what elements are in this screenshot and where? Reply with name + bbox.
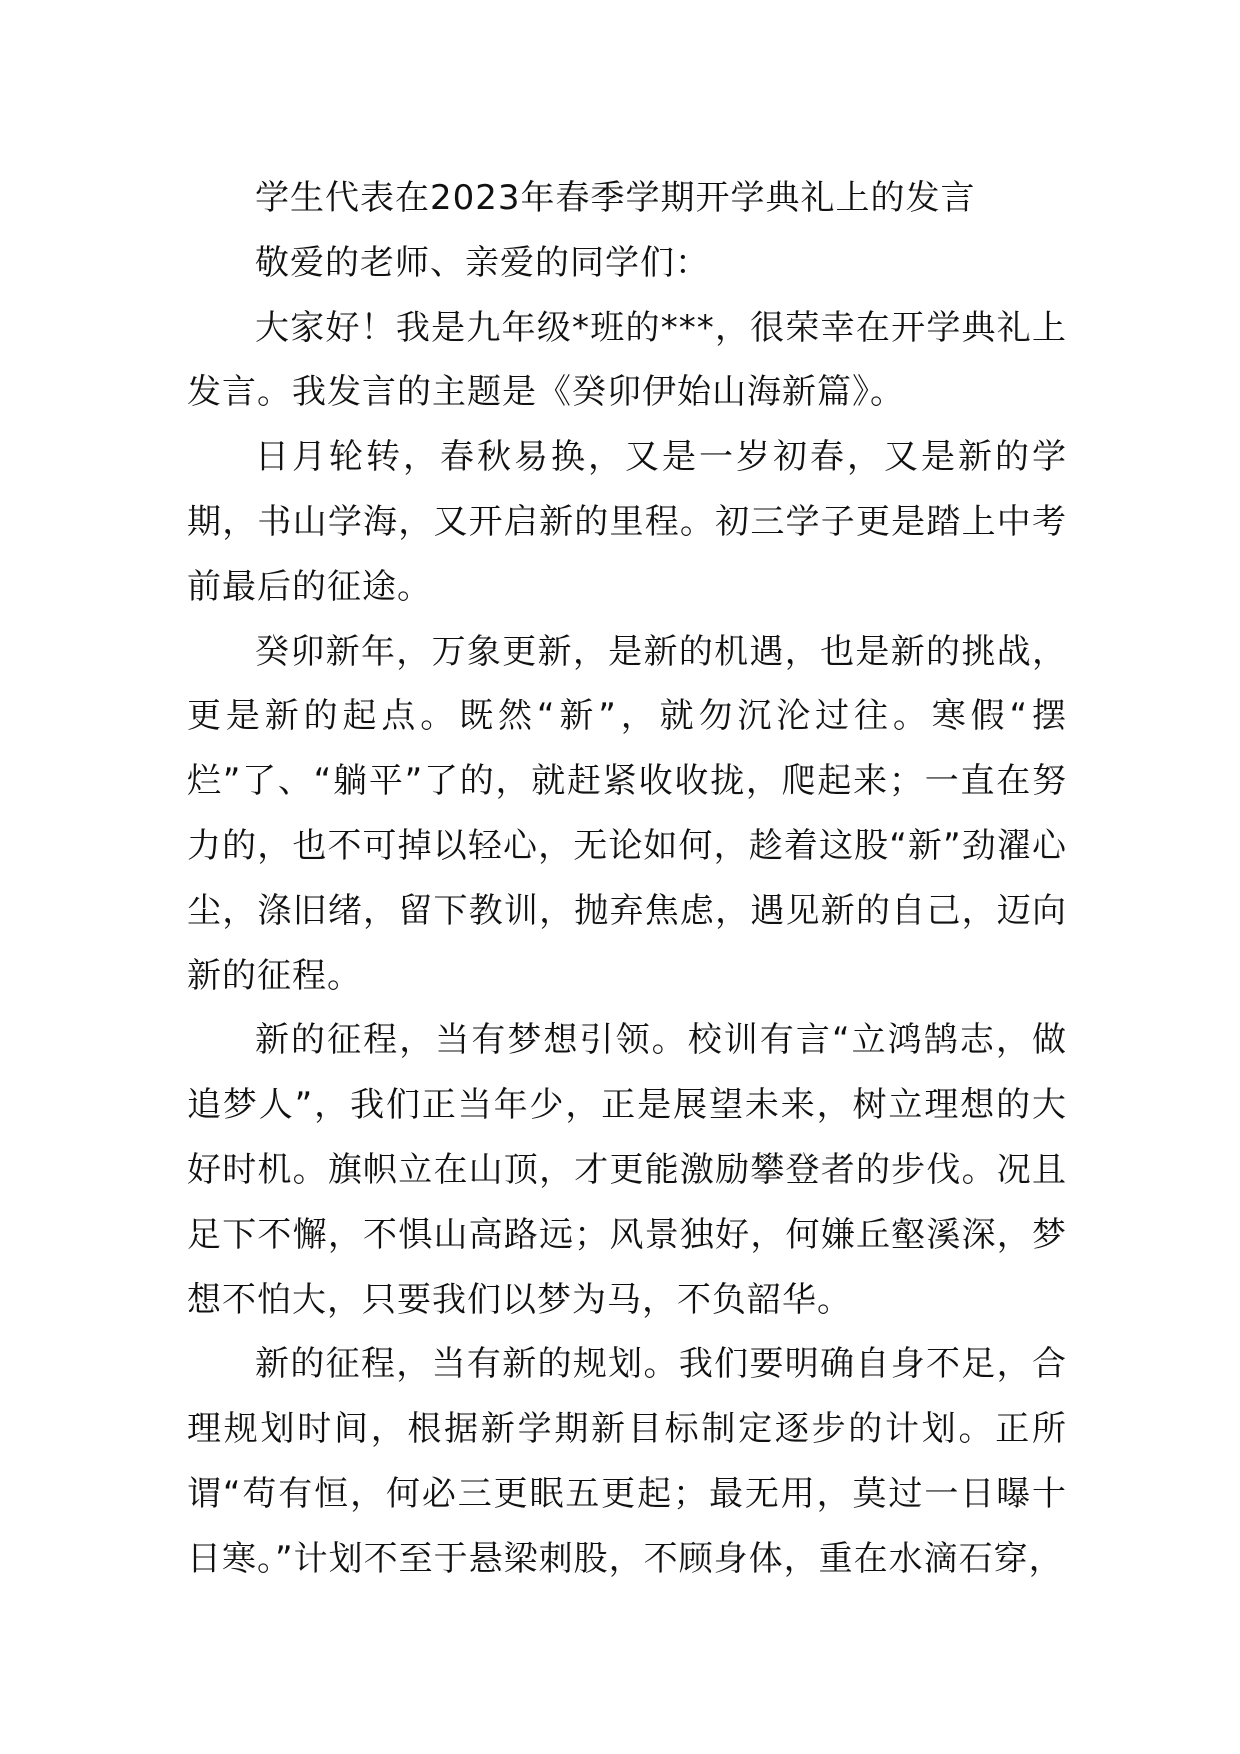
paragraph: 日月轮转，春秋易换，又是一岁初春，又是新的学期，书山学海，又开启新的里程。初三学子更是踏上中考前最后的征途。 [187,437,1067,607]
paragraph: 新的征程，当有梦想引领。校训有言“立鸿鹄志，做追梦人”，我们正当年少，正是展望未来，树立理想的大好时机。旗帜立在山顶，才更能激励攀登者的步伐。况且足下不懈，不惧山高路远；风景独好，何嫌丘壑溪深，梦想不怕大，只要我们以梦为马，不负韶华。 [187,1020,1067,1320]
document-title: 学生代表在2023年春季学期开学典礼上的发言 [255,178,976,218]
document-greeting: 敬爱的老师、亲爱的同学们： [255,242,710,283]
paragraph: 新的征程，当有新的规划。我们要明确自身不足，合理规划时间，根据新学期新目标制定逐步的计划。正所谓“苟有恒，何必三更眠五更起；最无用，莫过一日曝十日寒。”计划不至于悬梁刺股，不顾身体，重在水滴石穿， [187,1344,1067,1579]
paragraph: 大家好！我是九年级*班的***，很荣幸在开学典礼上发言。我发言的主题是《癸卯伊始山海新篇》。 [187,307,1067,413]
paragraph: 癸卯新年，万象更新，是新的机遇，也是新的挑战，更是新的起点。既然“新”，就勿沉沦过往。寒假“摆烂”了、“躺平”了的，就赶紧收收拢，爬起来；一直在努力的，也不可掉以轻心，无论如何，趁着这股“新”劲濯心尘，涤旧绪，留下教训，抛弃焦虑，遇见新的自己，迈向新的征程。 [187,631,1067,996]
document-body [187,166,1067,1592]
